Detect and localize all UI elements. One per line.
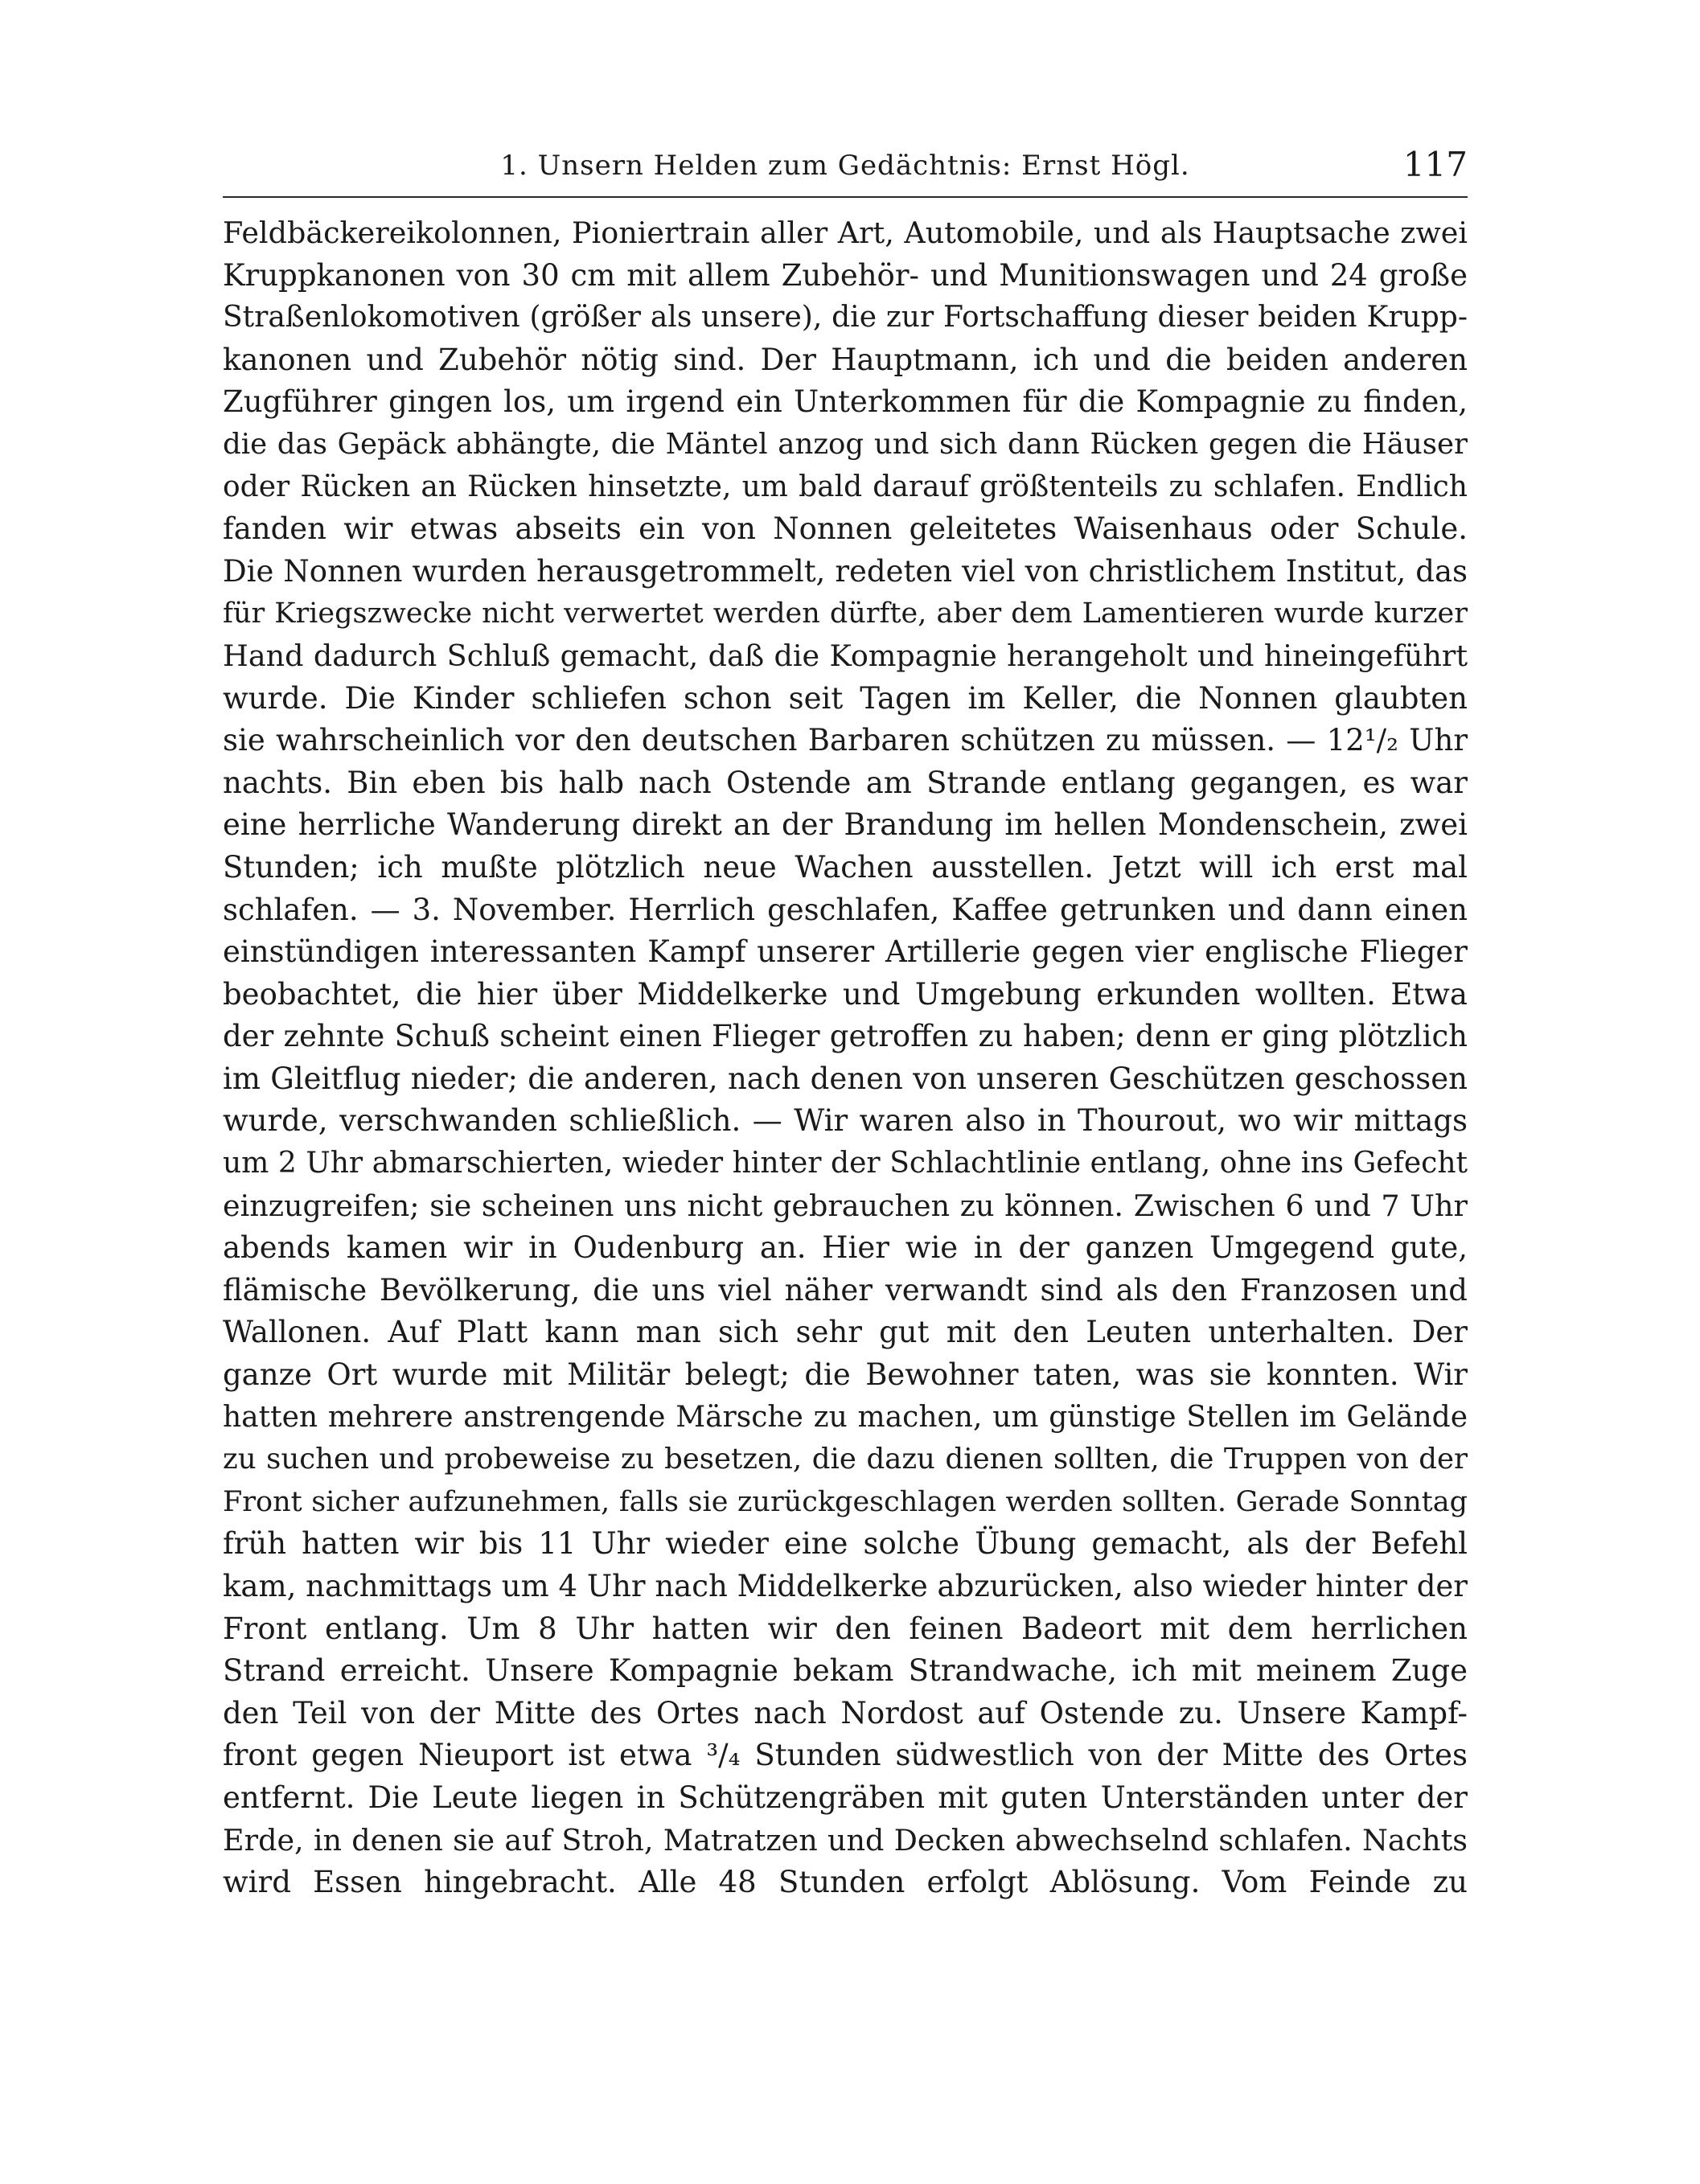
text-line: Hand dadurch Schluß gemacht, daß die Kompagnie herangeholt und hineingeführt [223, 638, 1468, 673]
running-head [223, 143, 1468, 191]
text-line: im Gleitflug nieder; die anderen, nach denen von unseren Geschützen geschossen [223, 1061, 1468, 1096]
text-line: fanden wir etwas abseits ein von Nonnen geleitetes Waisenhaus oder Schule. [223, 511, 1468, 547]
text-line: flämische Bevölkerung, die uns viel näher verwandt sind als den Franzosen und [223, 1272, 1468, 1308]
text-line: front gegen Nieuport ist etwa ³/₄ Stunden südwestlich von der Mitte des Ortes [223, 1738, 1468, 1773]
text-line: Erde, in denen sie auf Stroh, Matratzen und Decken abwechselnd schlafen. Nachts [223, 1822, 1468, 1858]
text-line: Front entlang. Um 8 Uhr hatten wir den feinen Badeort mit dem herrlichen [223, 1611, 1468, 1646]
text-line: sie wahrscheinlich vor den deutschen Barbaren schützen zu müssen. — 12¹/₂ Uhr [223, 723, 1468, 758]
text-line: Stunden; ich mußte plötzlich neue Wachen ausstellen. Jetzt will ich erst mal [223, 849, 1468, 885]
text-line: einstündigen interessanten Kampf unserer Artillerie gegen vier englische Flieger [223, 934, 1468, 970]
text-line: ganze Ort wurde mit Militär belegt; die Bewohner taten, was sie konnten. Wir [223, 1357, 1468, 1393]
text-line: Strand erreicht. Unsere Kompagnie bekam Strandwache, ich mit meinem Zuge [223, 1653, 1468, 1689]
text-line: Straßenlokomotiven (größer als unsere), die zur Fortschaffung dieser beiden Krupp- [223, 301, 1468, 335]
text-line: Feldbäckereikolonnen, Pioniertrain aller Art, Automobile, und als Hauptsache zwei [223, 216, 1468, 250]
body-text [223, 212, 1468, 1904]
text-line: schlafen. — 3. November. Herrlich geschlafen, Kaffee getrunken und dann einen [223, 892, 1468, 927]
text-line: Die Nonnen wurden herausgetrommelt, redeten viel von christlichem Institut, das [223, 553, 1468, 589]
text-line: eine herrliche Wanderung direkt an der Brandung im hellen Mondenschein, zwei [223, 807, 1468, 843]
page-number: 117 [1402, 145, 1468, 184]
text-line: den Teil von der Mitte des Ortes nach Nordost auf Ostende zu. Unsere Kampf- [223, 1695, 1468, 1730]
text-line: entfernt. Die Leute liegen in Schützengräben mit guten Unterständen unter der [223, 1780, 1468, 1815]
text-line: um 2 Uhr abmarschierten, wieder hinter der Schlachtlinie entlang, ohne ins Gefecht [223, 1147, 1468, 1180]
header-rule [223, 196, 1468, 198]
text-line: Wallonen. Auf Platt kann man sich sehr gut mit den Leuten unterhalten. Der [223, 1315, 1468, 1350]
text-line: Zugführer gingen los, um irgend ein Unterkommen für die Kompagnie zu finden, [223, 384, 1468, 420]
text-line: beobachtet, die hier über Middelkerke und Umgebung erkunden wollten. Etwa [223, 976, 1468, 1012]
text-line: wurde. Die Kinder schliefen schon seit Tagen im Keller, die Nonnen glaubten [223, 680, 1468, 716]
text-line: der zehnte Schuß scheint einen Flieger getroffen zu haben; denn er ging plötzlich [223, 1019, 1468, 1054]
text-line: wurde, verschwanden schließlich. — Wir waren also in Thourout, wo wir mittags [223, 1103, 1468, 1139]
text-line: Front sicher aufzunehmen, falls sie zurückgeschlagen werden sollten. Gerade Sonntag [223, 1485, 1468, 1518]
text-line: Kruppkanonen von 30 cm mit allem Zubehör- und Munitionswagen und 24 große [223, 257, 1468, 293]
text-line: oder Rücken an Rücken hinsetzte, um bald darauf größtenteils zu schlafen. Endlich [223, 470, 1468, 503]
running-title: 1. Unsern Helden zum Gedächtnis: Ernst Högl. [500, 150, 1190, 182]
text-line: wird Essen hingebracht. Alle 48 Stunden erfolgt Ablösung. Vom Feinde zu [223, 1865, 1468, 1900]
text-line: früh hatten wir bis 11 Uhr wieder eine solche Übung gemacht, als der Befehl [223, 1526, 1468, 1562]
text-line: hatten mehrere anstrengende Märsche zu machen, um günstige Stellen im Gelände [223, 1400, 1468, 1434]
text-line: zu suchen und probeweise zu besetzen, die dazu dienen sollten, die Truppen von der [223, 1443, 1468, 1476]
text-line: kanonen und Zubehör nötig sind. Der Hauptmann, ich und die beiden anderen [223, 342, 1468, 377]
text-line: für Kriegszwecke nicht verwertet werden dürfte, aber dem Lamentieren wurde kurzer [223, 597, 1468, 630]
text-line: abends kamen wir in Oudenburg an. Hier wie in der ganzen Umgegend gute, [223, 1230, 1468, 1266]
text-line: kam, nachmittags um 4 Uhr nach Middelkerke abzurücken, also wieder hinter der [223, 1569, 1468, 1603]
text-line: einzugreifen; sie scheinen uns nicht gebrauchen zu können. Zwischen 6 und 7 Uhr [223, 1188, 1468, 1223]
text-line: nachts. Bin eben bis halb nach Ostende am Strande entlang gegangen, es war [223, 765, 1468, 800]
text-line: die das Gepäck abhängte, die Mäntel anzog und sich dann Rücken gegen die Häuser [223, 427, 1468, 461]
